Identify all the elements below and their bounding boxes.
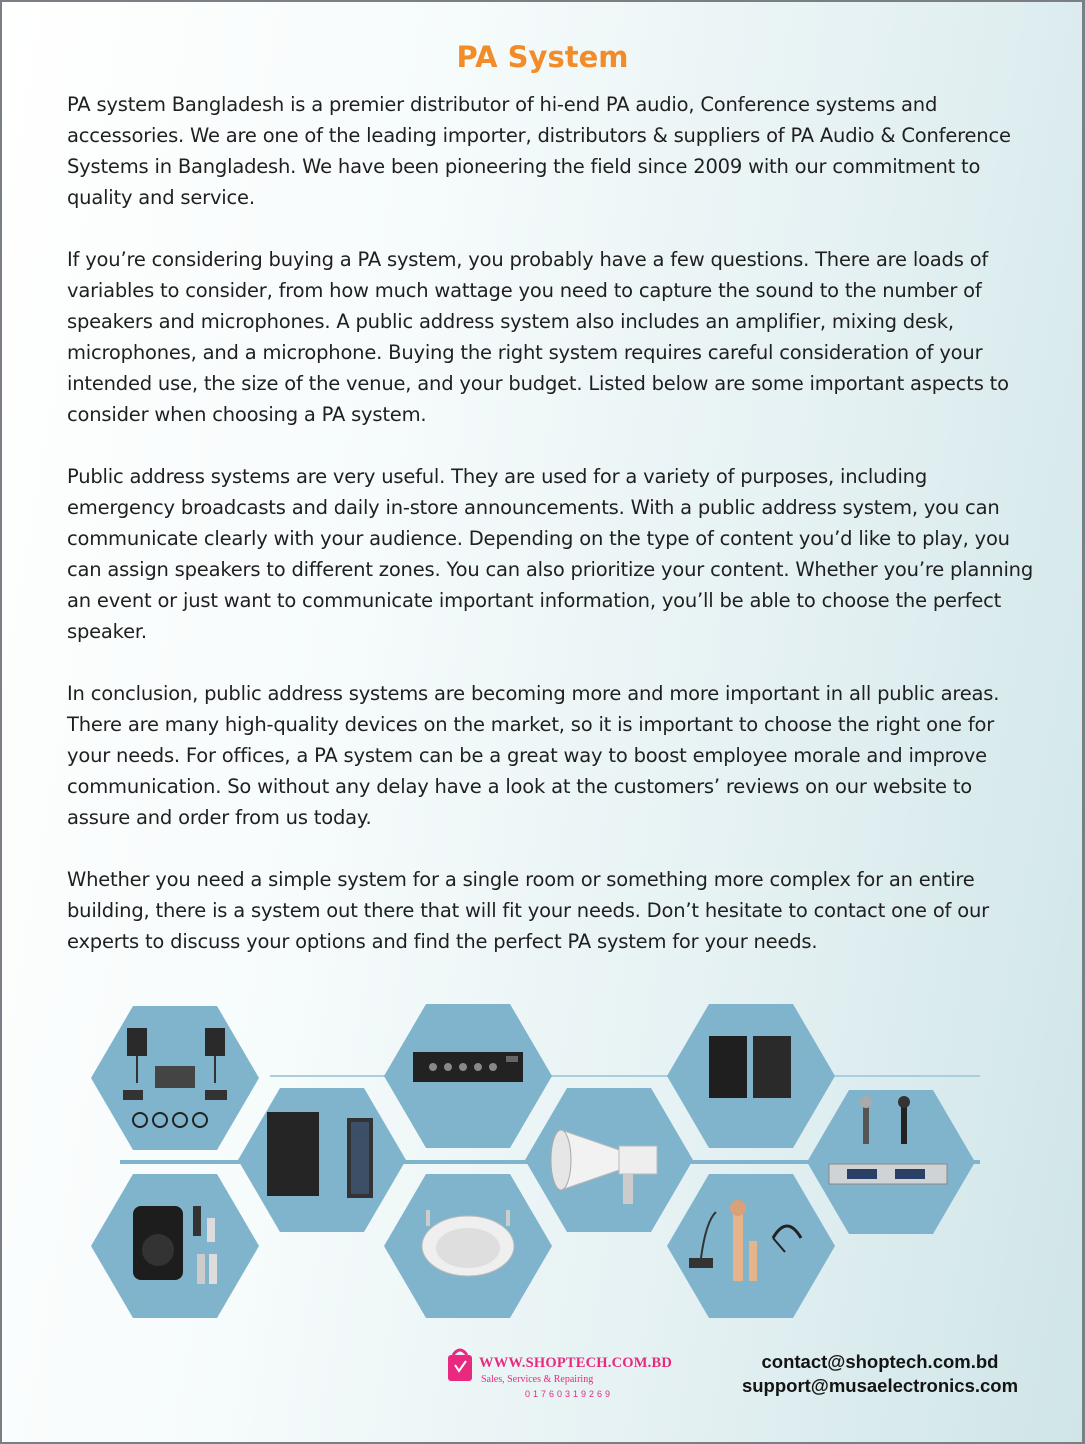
contact-email-link[interactable]: contact@shoptech.com.bd bbox=[761, 1351, 999, 1372]
portable-speaker-icon bbox=[91, 1174, 259, 1318]
product-hexagon-collage bbox=[0, 990, 1085, 1330]
cabinet-speakers-icon bbox=[667, 1004, 835, 1148]
paragraph-intro: PA system Bangladesh is a premier distributor of hi-end PA audio, Conference systems and accessories. We are one of the leading importer, distributors & suppliers of PA Audio & Conference Systems in Bangladesh. We have been pioneering the field since 2009 with our commitment to quality and service. bbox=[67, 93, 1011, 209]
paragraph-contact-experts: Whether you need a simple system for a single room or something more complex for an entire building, there is a system out there that will fit your needs. Don’t hesitate to contact one of our experts to discuss your options and find the perfect PA system for your needs. bbox=[67, 868, 989, 953]
paragraph-conclusion: In conclusion, public address systems are becoming more and more important in all public areas. There are many high-quality devices on the market, so it is important to choose the right one for your needs. For offices, a PA system can be a great way to boost employee morale and improve communication. So without any delay have a look at the customers’ reviews on our website to assure and order from us today. bbox=[67, 682, 1000, 829]
conference-microphone-headset-icon bbox=[667, 1174, 835, 1318]
ceiling-speaker-icon bbox=[384, 1174, 552, 1318]
shopping-bag-icon bbox=[445, 1345, 475, 1385]
wireless-microphone-system-icon bbox=[807, 1090, 975, 1234]
amplifier-icon bbox=[384, 1004, 552, 1148]
article-body bbox=[67, 89, 1037, 988]
paragraph-buying: If you’re considering buying a PA system, you probably have a few questions. There are loads of variables to consider, from how much wattage you need to capture the sound to the number of speakers and microphones. A public address system also includes an amplifier, mixing desk, microphones, and a microphone. Buying the right system requires careful consideration of your intended use, the size of the venue, and your budget. Listed below are some important aspects to consider when choosing a PA system. bbox=[67, 248, 1009, 426]
page-title: PA System bbox=[456, 40, 629, 74]
logo-tagline: Sales, Services & Repairing bbox=[481, 1374, 594, 1385]
logo-site: WWW.SHOPTECH.COM.BD bbox=[479, 1355, 672, 1371]
horn-speaker-icon bbox=[525, 1088, 693, 1232]
contact-emails bbox=[720, 1350, 1040, 1398]
paragraph-uses: Public address systems are very useful. They are used for a variety of purposes, including emergency broadcasts and daily in-store announcements. With a public address system, you can communicate clearly with your audience. Depending on the type of content you’d like to play, you can assign speakers to different zones. You can also prioritize your content. Whether you’re planning an event or just want to communicate important information, you’ll be able to choose the perfect speaker. bbox=[67, 465, 1034, 643]
pa-speaker-mixer-set-icon bbox=[91, 1006, 259, 1150]
shoptech-logo[interactable] bbox=[445, 1345, 675, 1405]
support-email-link[interactable]: support@musaelectronics.com bbox=[741, 1375, 1019, 1396]
column-speakers-icon bbox=[238, 1088, 406, 1232]
logo-phone: 01760319269 bbox=[525, 1389, 614, 1399]
